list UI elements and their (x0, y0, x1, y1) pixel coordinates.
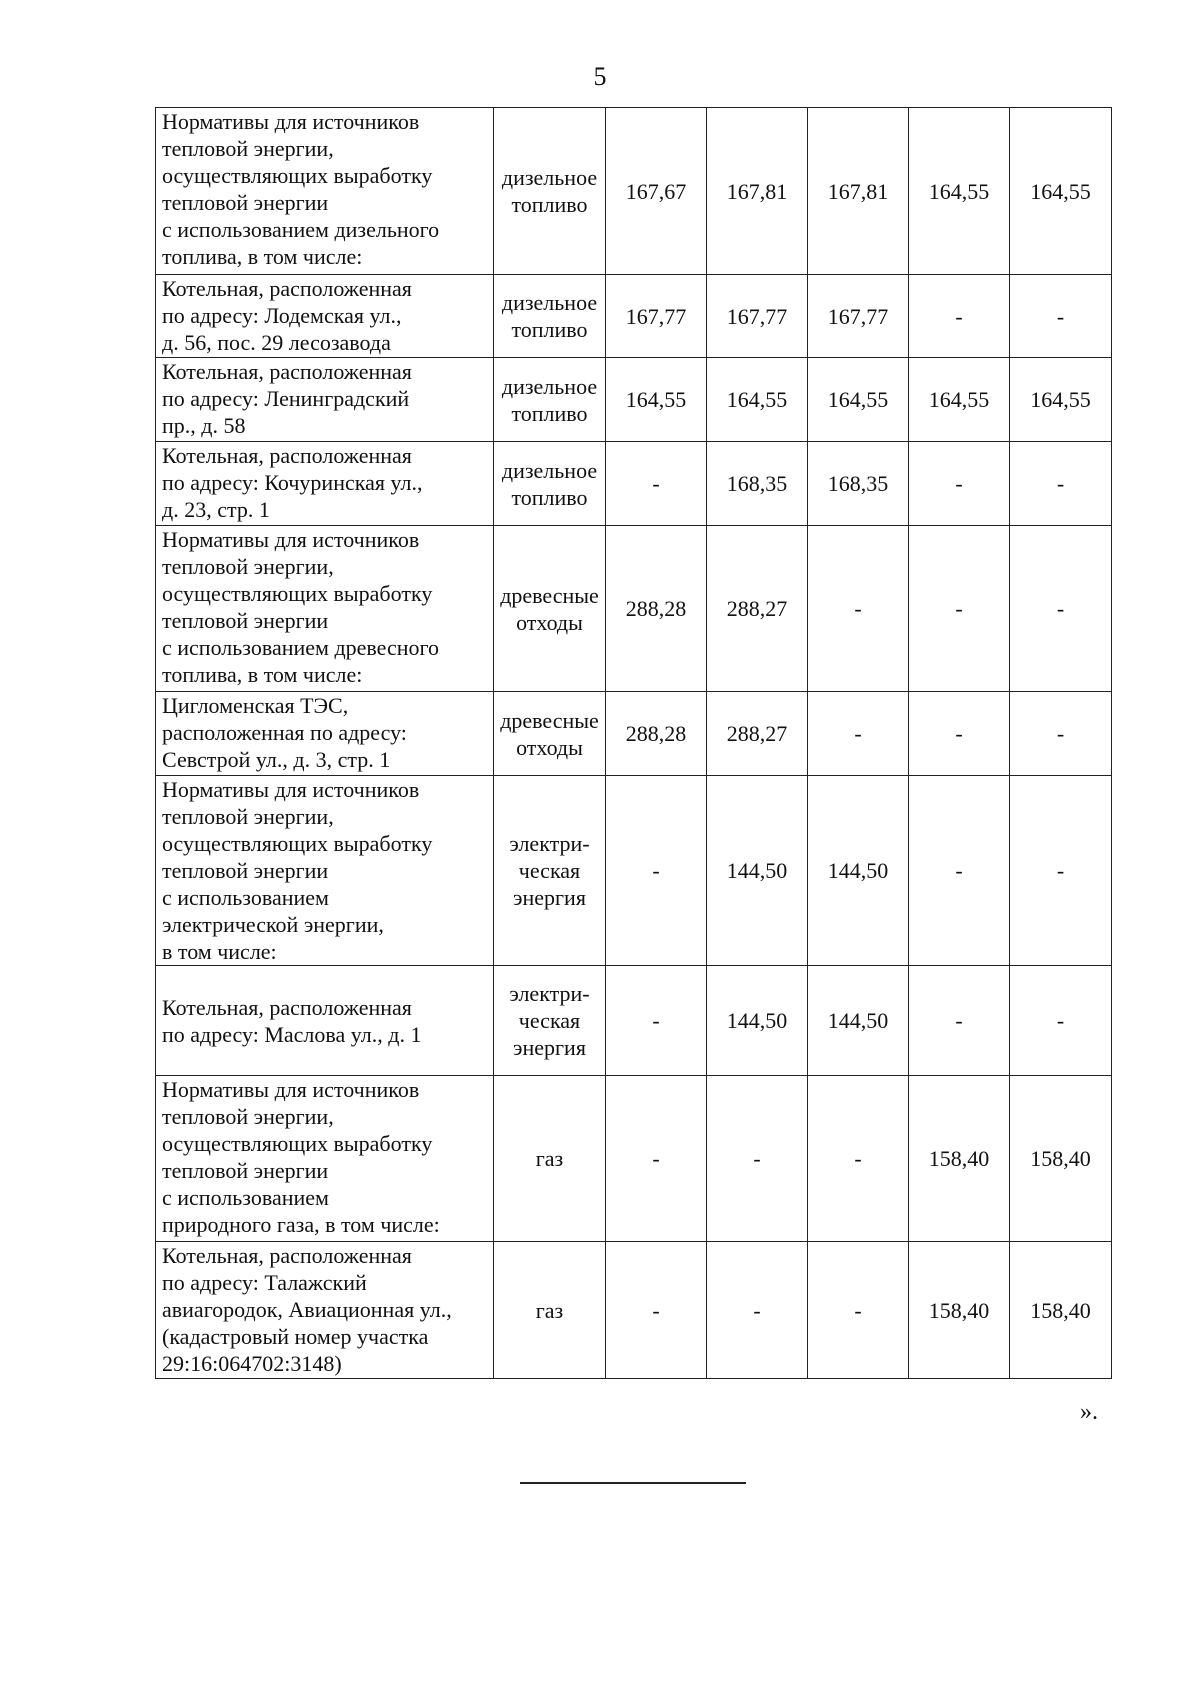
table-body (156, 108, 1112, 1379)
value-cell: - (707, 1242, 808, 1379)
row-name-cell (156, 108, 494, 275)
value-cell: 164,55 (808, 358, 909, 442)
fuel-type-cell (494, 442, 606, 526)
row-name: Котельная, расположенная по адресу: Кочуринская ул., д. 23, стр. 1 (162, 443, 423, 522)
row-name-cell (156, 526, 494, 692)
value-cell: 164,55 (1010, 108, 1112, 275)
value-cell: 144,50 (707, 966, 808, 1076)
fuel-type: дизельное топливо (501, 165, 598, 217)
fuel-type: древесные отходы (500, 582, 599, 635)
row-name-cell (156, 358, 494, 442)
table-row (156, 108, 1112, 275)
table-row (156, 275, 1112, 358)
norms-table (155, 107, 1112, 1379)
row-name: Котельная, расположенная по адресу: Ленинградский пр., д. 58 (162, 359, 412, 438)
fuel-type-cell (494, 358, 606, 442)
value-cell: 158,40 (909, 1076, 1010, 1242)
fuel-type-cell (494, 1242, 606, 1379)
table-row (156, 776, 1112, 966)
value-cell: 164,55 (707, 358, 808, 442)
value-cell: - (808, 692, 909, 776)
row-name: Котельная, расположенная по адресу: Маслова ул., д. 1 (162, 994, 422, 1047)
value-cell: - (1010, 442, 1112, 526)
fuel-type-cell (494, 692, 606, 776)
value-cell: - (606, 442, 707, 526)
value-cell: - (1010, 275, 1112, 358)
table-row (156, 966, 1112, 1076)
value-cell: - (606, 966, 707, 1076)
value-cell: 288,27 (707, 526, 808, 692)
value-cell: 288,27 (707, 692, 808, 776)
fuel-type: электри- ческая энергия (509, 831, 590, 910)
value-cell: 144,50 (808, 966, 909, 1076)
value-cell: 168,35 (808, 442, 909, 526)
value-cell: - (909, 966, 1010, 1076)
value-cell: 288,28 (606, 526, 707, 692)
value-cell: 158,40 (909, 1242, 1010, 1379)
value-cell: - (707, 1076, 808, 1242)
value-cell: 288,28 (606, 692, 707, 776)
value-cell: - (909, 275, 1010, 358)
value-cell: 164,55 (909, 358, 1010, 442)
end-divider (520, 1482, 746, 1484)
row-name-cell (156, 1076, 494, 1242)
value-cell: - (1010, 526, 1112, 692)
value-cell: 167,81 (707, 108, 808, 275)
value-cell: - (1010, 776, 1112, 966)
value-cell: 164,55 (1010, 358, 1112, 442)
value-cell: - (1010, 966, 1112, 1076)
fuel-type-cell (494, 1076, 606, 1242)
row-name: Нормативы для источников тепловой энергии, осуществляющих выработку тепловой энергии с использованием электрической энергии, в том числе: (162, 777, 433, 964)
value-cell: - (606, 1076, 707, 1242)
value-cell: 164,55 (909, 108, 1010, 275)
fuel-type: дизельное топливо (501, 373, 598, 426)
fuel-type: электри- ческая энергия (509, 981, 590, 1060)
value-cell: 144,50 (707, 776, 808, 966)
table-row (156, 692, 1112, 776)
row-name: Нормативы для источников тепловой энергии, осуществляющих выработку тепловой энергии с использованием древесного топлива, в том числе: (162, 527, 439, 687)
value-cell: 167,77 (606, 275, 707, 358)
row-name-cell (156, 776, 494, 966)
row-name-cell (156, 275, 494, 358)
fuel-type: газ (535, 1297, 564, 1323)
row-name: Нормативы для источников тепловой энергии, осуществляющих выработку тепловой энергии с использованием природного газа, в том числе: (162, 1077, 440, 1237)
value-cell: - (909, 526, 1010, 692)
fuel-type-cell (494, 526, 606, 692)
fuel-type-cell (494, 776, 606, 966)
value-cell: - (808, 526, 909, 692)
value-cell: - (1010, 692, 1112, 776)
fuel-type: дизельное топливо (501, 290, 598, 342)
value-cell: - (808, 1242, 909, 1379)
row-name: Нормативы для источников тепловой энергии, осуществляющих выработку тепловой энергии с использованием дизельного топлива, в том числе: (162, 109, 440, 269)
value-cell: 158,40 (1010, 1076, 1112, 1242)
table-row (156, 526, 1112, 692)
value-cell: - (909, 776, 1010, 966)
row-name-cell (156, 692, 494, 776)
value-cell: 168,35 (707, 442, 808, 526)
table-row (156, 442, 1112, 526)
fuel-type: газ (535, 1146, 564, 1171)
table-row (156, 358, 1112, 442)
fuel-type-cell (494, 275, 606, 358)
value-cell: - (606, 1242, 707, 1379)
fuel-type: дизельное топливо (501, 457, 598, 510)
page-number: 5 (593, 62, 607, 91)
value-cell: - (909, 442, 1010, 526)
closing-quote: ». (1080, 1399, 1098, 1425)
row-name-cell (156, 966, 494, 1076)
fuel-type-cell (494, 108, 606, 275)
fuel-type: древесные отходы (500, 707, 599, 760)
table-row (156, 1242, 1112, 1379)
table-row (156, 1076, 1112, 1242)
row-name: Котельная, расположенная по адресу: Талажский авиагородок, Авиационная ул., (кадастровый номер участка 29:16:064702:3148) (162, 1243, 452, 1376)
row-name: Цигломенская ТЭС, расположенная по адресу: Севстрой ул., д. 3, стр. 1 (162, 693, 407, 772)
value-cell: 158,40 (1010, 1242, 1112, 1379)
row-name: Котельная, расположенная по адресу: Лодемская ул., д. 56, пос. 29 лесозавода (162, 276, 412, 355)
value-cell: - (808, 1076, 909, 1242)
row-name-cell (156, 1242, 494, 1379)
value-cell: 144,50 (808, 776, 909, 966)
value-cell: - (606, 776, 707, 966)
value-cell: 167,77 (808, 275, 909, 358)
value-cell: 167,67 (606, 108, 707, 275)
value-cell: 164,55 (606, 358, 707, 442)
value-cell: - (909, 692, 1010, 776)
row-name-cell (156, 442, 494, 526)
value-cell: 167,77 (707, 275, 808, 358)
fuel-type-cell (494, 966, 606, 1076)
value-cell: 167,81 (808, 108, 909, 275)
